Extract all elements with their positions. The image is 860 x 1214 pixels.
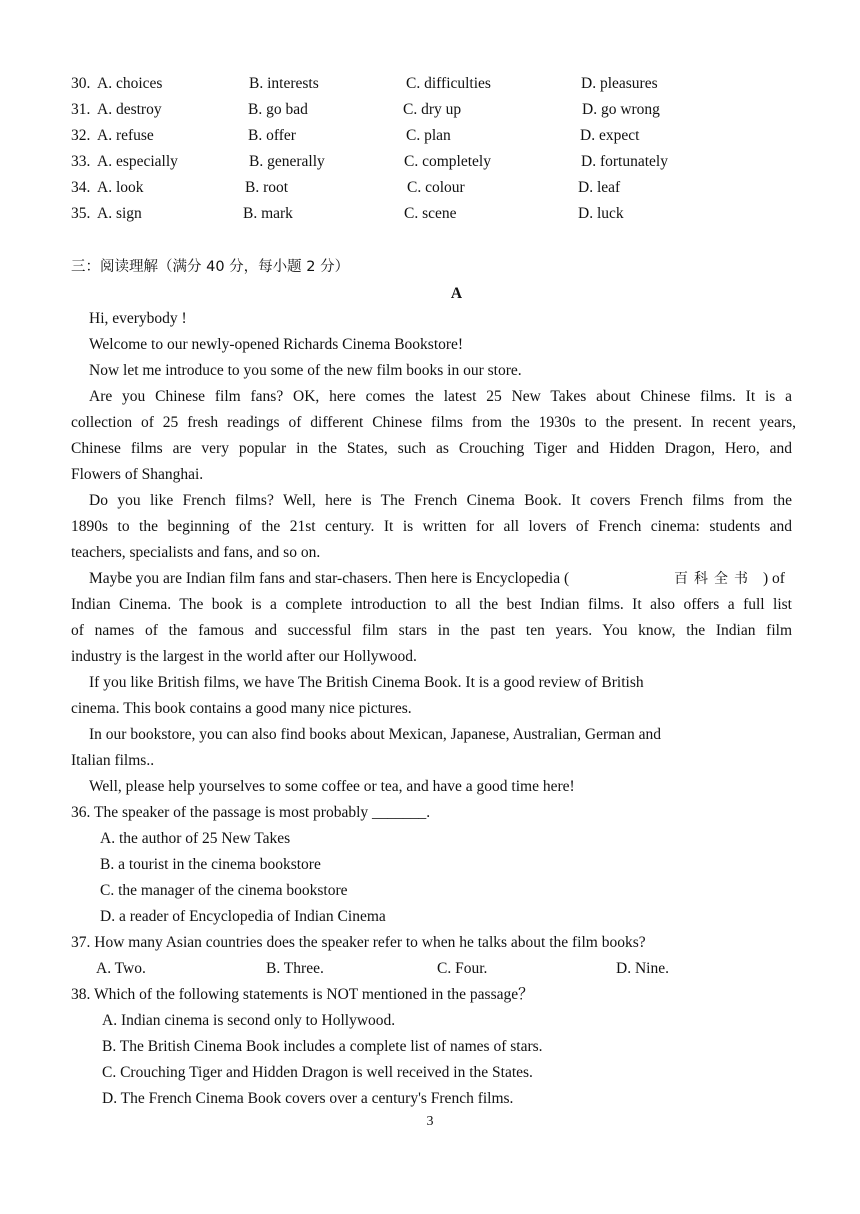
section-heading: 三：阅读理解（满分 40 分，每小题 2 分） [71, 259, 350, 275]
passage-greeting: Hi, everybody ! [89, 310, 187, 327]
question-number: 33. [71, 153, 91, 170]
question-number: 32. [71, 127, 91, 144]
option-b: B. mark [243, 205, 293, 222]
paragraph-french-line-2: 1890s to the beginning of the 21st century. It is written for all lovers of French cinema: students and [71, 518, 792, 535]
cloze-option-row-33 [0, 149, 860, 175]
option-c: C. difficulties [406, 75, 491, 92]
option-c: C. completely [404, 153, 491, 170]
passage-letter: A [450, 285, 463, 302]
paragraph-british-line-1: If you like British films, we have The British Cinema Book. It is a good review of British [89, 674, 644, 691]
option-c: C. scene [404, 205, 457, 222]
question-37-stem: 37. How many Asian countries does the speaker refer to when he talks about the film books? [71, 934, 646, 951]
option-a: A. refuse [97, 127, 154, 144]
option-d: D. expect [580, 127, 640, 144]
option-d: D. fortunately [581, 153, 668, 170]
chinese-gloss: 百科全书 [674, 571, 754, 587]
option-b: B. interests [249, 75, 319, 92]
option-a: A. look [97, 179, 144, 196]
question-37-option-c: C. Four. [437, 960, 488, 977]
question-36-option-b: B. a tourist in the cinema bookstore [100, 856, 321, 873]
passage-closing: Well, please help yourselves to some coffee or tea, and have a good time here! [89, 778, 575, 795]
question-38-option-b: B. The British Cinema Book includes a complete list of names of stars. [102, 1038, 543, 1055]
paragraph-other-line-1: In our bookstore, you can also find books about Mexican, Japanese, Australian, German and [89, 726, 662, 743]
passage-intro: Now let me introduce to you some of the new film books in our store. [89, 362, 522, 379]
question-36-option-d: D. a reader of Encyclopedia of Indian Cinema [100, 908, 386, 925]
option-a: A. especially [97, 153, 178, 170]
option-a: A. sign [97, 205, 142, 222]
question-36-stem: 36. The speaker of the passage is most probably _______. [71, 804, 431, 821]
question-37-option-a: A. Two. [96, 960, 146, 977]
question-number: 34. [71, 179, 91, 196]
question-37-option-d: D. Nine. [616, 960, 669, 977]
passage-welcome: Welcome to our newly-opened Richards Cinema Bookstore! [89, 336, 464, 353]
question-number: 35. [71, 205, 91, 222]
question-38-option-c: C. Crouching Tiger and Hidden Dragon is well received in the States. [102, 1064, 533, 1081]
option-b: B. root [245, 179, 289, 196]
paragraph-chinese-line-3: Chinese films are very popular in the States, such as Crouching Tiger and Hidden Dragon, Hero, and [71, 440, 792, 457]
paragraph-indian-line-3: of names of the famous and successful film stars in the past ten years. You know, the Indian film [71, 622, 792, 639]
paragraph-british-line-2: cinema. This book contains a good many nice pictures. [71, 700, 412, 717]
question-number: 31. [71, 101, 91, 118]
paragraph-french-line-3: teachers, specialists and fans, and so on. [71, 544, 321, 561]
option-d: D. pleasures [581, 75, 658, 92]
paragraph-indian-line-2: Indian Cinema. The book is a complete introduction to all the best Indian films. It also offers a full list [71, 596, 792, 613]
question-37-option-b: B. Three. [266, 960, 324, 977]
indian-line-1-end: ) of [763, 570, 785, 587]
option-c: C. dry up [403, 101, 462, 118]
cloze-option-row-34 [0, 175, 860, 201]
question-38-option-a: A. Indian cinema is second only to Hollywood. [102, 1012, 396, 1029]
cloze-option-row-32 [0, 123, 860, 149]
paragraph-indian-line-4: industry is the largest in the world after our Hollywood. [71, 648, 417, 665]
option-d: D. go wrong [582, 101, 660, 118]
option-d: D. luck [578, 205, 624, 222]
question-38-option-d: D. The French Cinema Book covers over a century's French films. [102, 1090, 514, 1107]
indian-line-1-text: Maybe you are Indian film fans and star-chasers. Then here is Encyclopedia ( [89, 570, 570, 587]
option-b: B. go bad [248, 101, 308, 118]
paragraph-french-line-1: Do you like French films? Well, here is The French Cinema Book. It covers French films from the [89, 492, 792, 509]
cloze-option-row-35 [0, 201, 860, 227]
option-d: D. leaf [578, 179, 621, 196]
cloze-option-row-30 [0, 71, 860, 97]
option-a: A. choices [97, 75, 163, 92]
cloze-option-row-31 [0, 97, 860, 123]
question-36-option-a: A. the author of 25 New Takes [100, 830, 291, 847]
option-b: B. offer [248, 127, 296, 144]
option-b: B. generally [249, 153, 325, 170]
page-number: 3 [426, 1114, 434, 1129]
option-a: A. destroy [97, 101, 162, 118]
question-38-stem: 38. Which of the following statements is NOT mentioned in the passage？ [71, 986, 534, 1003]
paragraph-chinese-line-4: Flowers of Shanghai. [71, 466, 204, 483]
option-c: C. plan [406, 127, 451, 144]
option-c: C. colour [407, 179, 465, 196]
paragraph-chinese-line-1: Are you Chinese film fans? OK, here comes the latest 25 New Takes about Chinese films. It is a [89, 388, 792, 405]
question-36-option-c: C. the manager of the cinema bookstore [100, 882, 348, 899]
paragraph-other-line-2: Italian films.. [71, 752, 155, 769]
paragraph-indian-line-1 [89, 566, 792, 592]
question-number: 30. [71, 75, 91, 92]
paragraph-chinese-line-2: collection of 25 fresh readings of different Chinese films from the 1930s to the present. In recent years, [71, 414, 796, 431]
